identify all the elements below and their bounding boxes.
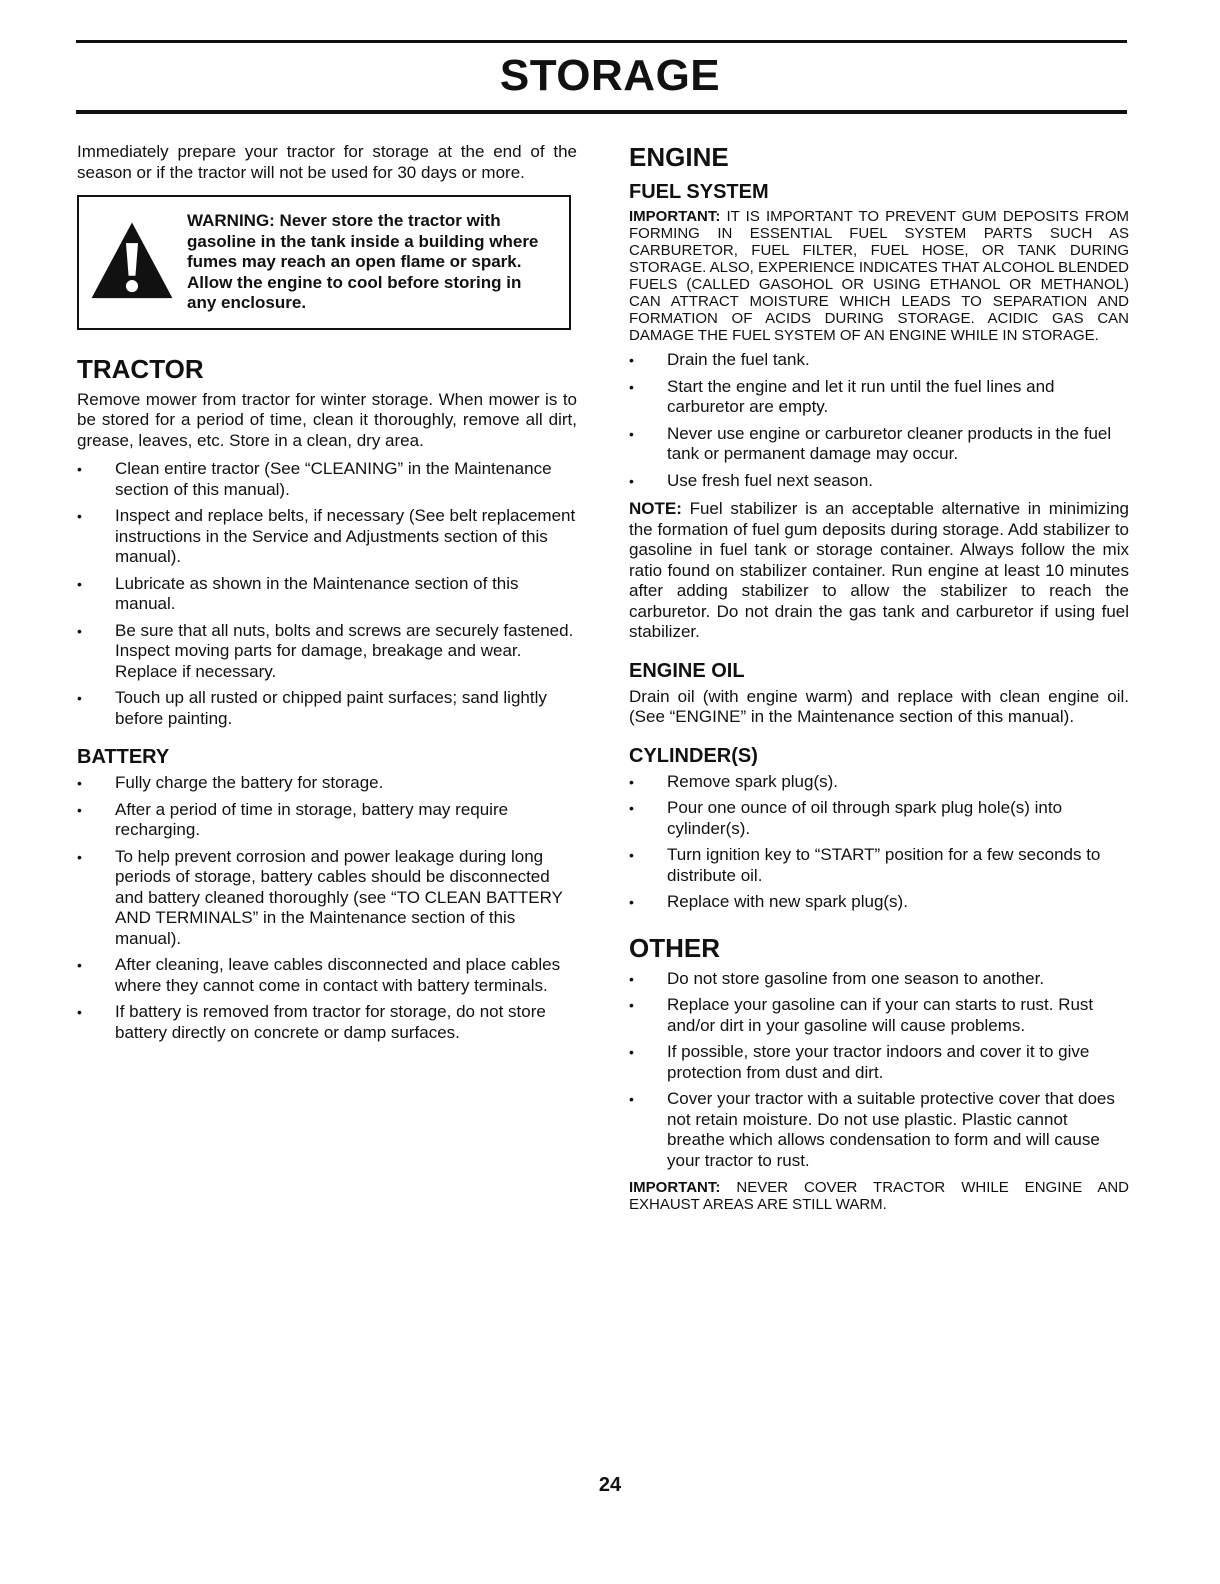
warning-box [77, 195, 571, 330]
intro-paragraph: Immediately prepare your tractor for storage at the end of the season or if the tractor will not be used for 30 days or more. [77, 142, 577, 182]
list-item: • To help prevent corrosion and power leakage during long periods of storage, battery cables should be disconnected and battery cleaned thoroughly (see “TO CLEAN BATTERY AND TERMINALS” in the Maintenance section of this manual). [77, 847, 577, 950]
list-item: • Lubricate as shown in the Maintenance section of this manual. [77, 574, 577, 615]
list-item: • Be sure that all nuts, bolts and screws are securely fastened. Inspect moving parts for damage, breakage and wear. Replace if necessary. [77, 621, 577, 683]
other-list [629, 969, 1129, 1172]
engine-oil-heading: ENGINE OIL [629, 659, 745, 682]
important-text: IT IS IMPORTANT TO PREVENT GUM DEPOSITS FROM FORMING IN ESSENTIAL FUEL SYSTEM PARTS SUCH AS CARBURETOR, FUEL FILTER, FUEL HOSE, OR TANK DURING STORAGE. ALSO, EXPERIENCE INDICATES THAT ALCOHOL BLENDED FUELS (CALLED GASOHOL OR USING ETHANOL OR METHANOL) CAN ATTRACT MOISTURE WHICH LEADS TO SEPARATION AND FORMATION OF ACIDS DURING STORAGE. ACIDIC GAS CAN DAMAGE THE FUEL SYSTEM OF AN ENGINE WHILE IN STORAGE. [629, 208, 1129, 344]
important-text: NEVER COVER TRACTOR WHILE ENGINE AND EXHAUST AREAS ARE STILL WARM. [629, 1179, 1130, 1213]
list-item: • Inspect and replace belts, if necessary (See belt replacement instructions in the Service and Adjustments section of this manual). [77, 506, 577, 568]
warning-triangle-icon [89, 219, 175, 305]
left-column [77, 142, 577, 1051]
fuel-important-note [629, 208, 1129, 344]
list-item: • After a period of time in storage, battery may require recharging. [77, 800, 577, 841]
cover-important-note [629, 1179, 1129, 1213]
engine-oil-text: Drain oil (with engine warm) and replace with clean engine oil. (See “ENGINE” in the Maintenance section of this manual). [629, 686, 1129, 726]
important-label: IMPORTANT: [629, 208, 721, 225]
fuel-system-heading: FUEL SYSTEM [629, 181, 769, 203]
note-text: Fuel stabilizer is an acceptable alternative in minimizing the formation of fuel gum deposits during storage. Add stabilizer to gasoline in fuel tank or storage container. Always follow the mix ratio found on stabilizer container. Run engine at least 10 minutes after adding stabilizer to allow the stabilizer to reach the carburetor. Do not drain the gas tank and carburetor if using fuel stabilizer. [629, 499, 1129, 641]
battery-list [77, 773, 577, 1043]
tractor-heading: TRACTOR [77, 353, 204, 384]
cylinders-heading: CYLINDER(S) [629, 744, 758, 767]
right-column [629, 142, 1129, 1219]
list-item: • Start the engine and let it run until the fuel lines and carburetor are empty. [629, 377, 1129, 418]
list-item: • Drain the fuel tank. [629, 350, 1129, 371]
list-item: • If possible, store your tractor indoors and cover it to give protection from dust and dirt. [629, 1042, 1129, 1083]
other-heading: OTHER [629, 932, 720, 963]
fuel-stabilizer-note [629, 499, 1129, 643]
tractor-list [77, 459, 577, 729]
list-item: • Pour one ounce of oil through spark plug hole(s) into cylinder(s). [629, 798, 1129, 839]
note-label: NOTE: [629, 499, 682, 518]
bottom-rule [76, 110, 1127, 114]
list-item: • Touch up all rusted or chipped paint surfaces; sand lightly before painting. [77, 688, 577, 729]
list-item: • After cleaning, leave cables disconnected and place cables where they cannot come in contact with battery terminals. [77, 955, 577, 996]
tractor-intro: Remove mower from tractor for winter storage. When mower is to be stored for a period of time, clean it thoroughly, remove all dirt, grease, leaves, etc. Store in a clean, dry area. [77, 389, 577, 450]
list-item: • Use fresh fuel next season. [629, 471, 1129, 492]
list-item: • If battery is removed from tractor for storage, do not store battery directly on concrete or damp surfaces. [77, 1002, 577, 1043]
list-item: • Clean entire tractor (See “CLEANING” in the Maintenance section of this manual). [77, 459, 577, 500]
page-title: STORAGE [499, 51, 721, 100]
list-item: • Never use engine or carburetor cleaner products in the fuel tank or permanent damage may occur. [629, 424, 1129, 465]
list-item: • Replace your gasoline can if your can starts to rust. Rust and/or dirt in your gasoline will cause problems. [629, 995, 1129, 1036]
cylinders-list [629, 772, 1129, 913]
important-label: IMPORTANT: [629, 1179, 721, 1196]
top-rule [76, 40, 1127, 43]
list-item: • Do not store gasoline from one season to another. [629, 969, 1129, 990]
list-item: • Fully charge the battery for storage. [77, 773, 577, 794]
list-item: • Remove spark plug(s). [629, 772, 1129, 793]
warning-text: WARNING: Never store the tractor with gasoline in the tank inside a building where fumes may reach an open flame or spark. Allow the engine to cool before storing in any enclosure. [187, 211, 539, 312]
page-number: 24 [598, 1474, 622, 1496]
engine-heading: ENGINE [629, 142, 729, 172]
fuel-system-list [629, 350, 1129, 491]
list-item: • Cover your tractor with a suitable protective cover that does not retain moisture. Do not use plastic. Plastic cannot breathe which allows condensation to form and will cause your tractor to rust. [629, 1089, 1129, 1171]
battery-heading: BATTERY [77, 746, 170, 768]
list-item: • Turn ignition key to “START” position for a few seconds to distribute oil. [629, 845, 1129, 886]
list-item: • Replace with new spark plug(s). [629, 892, 1129, 913]
